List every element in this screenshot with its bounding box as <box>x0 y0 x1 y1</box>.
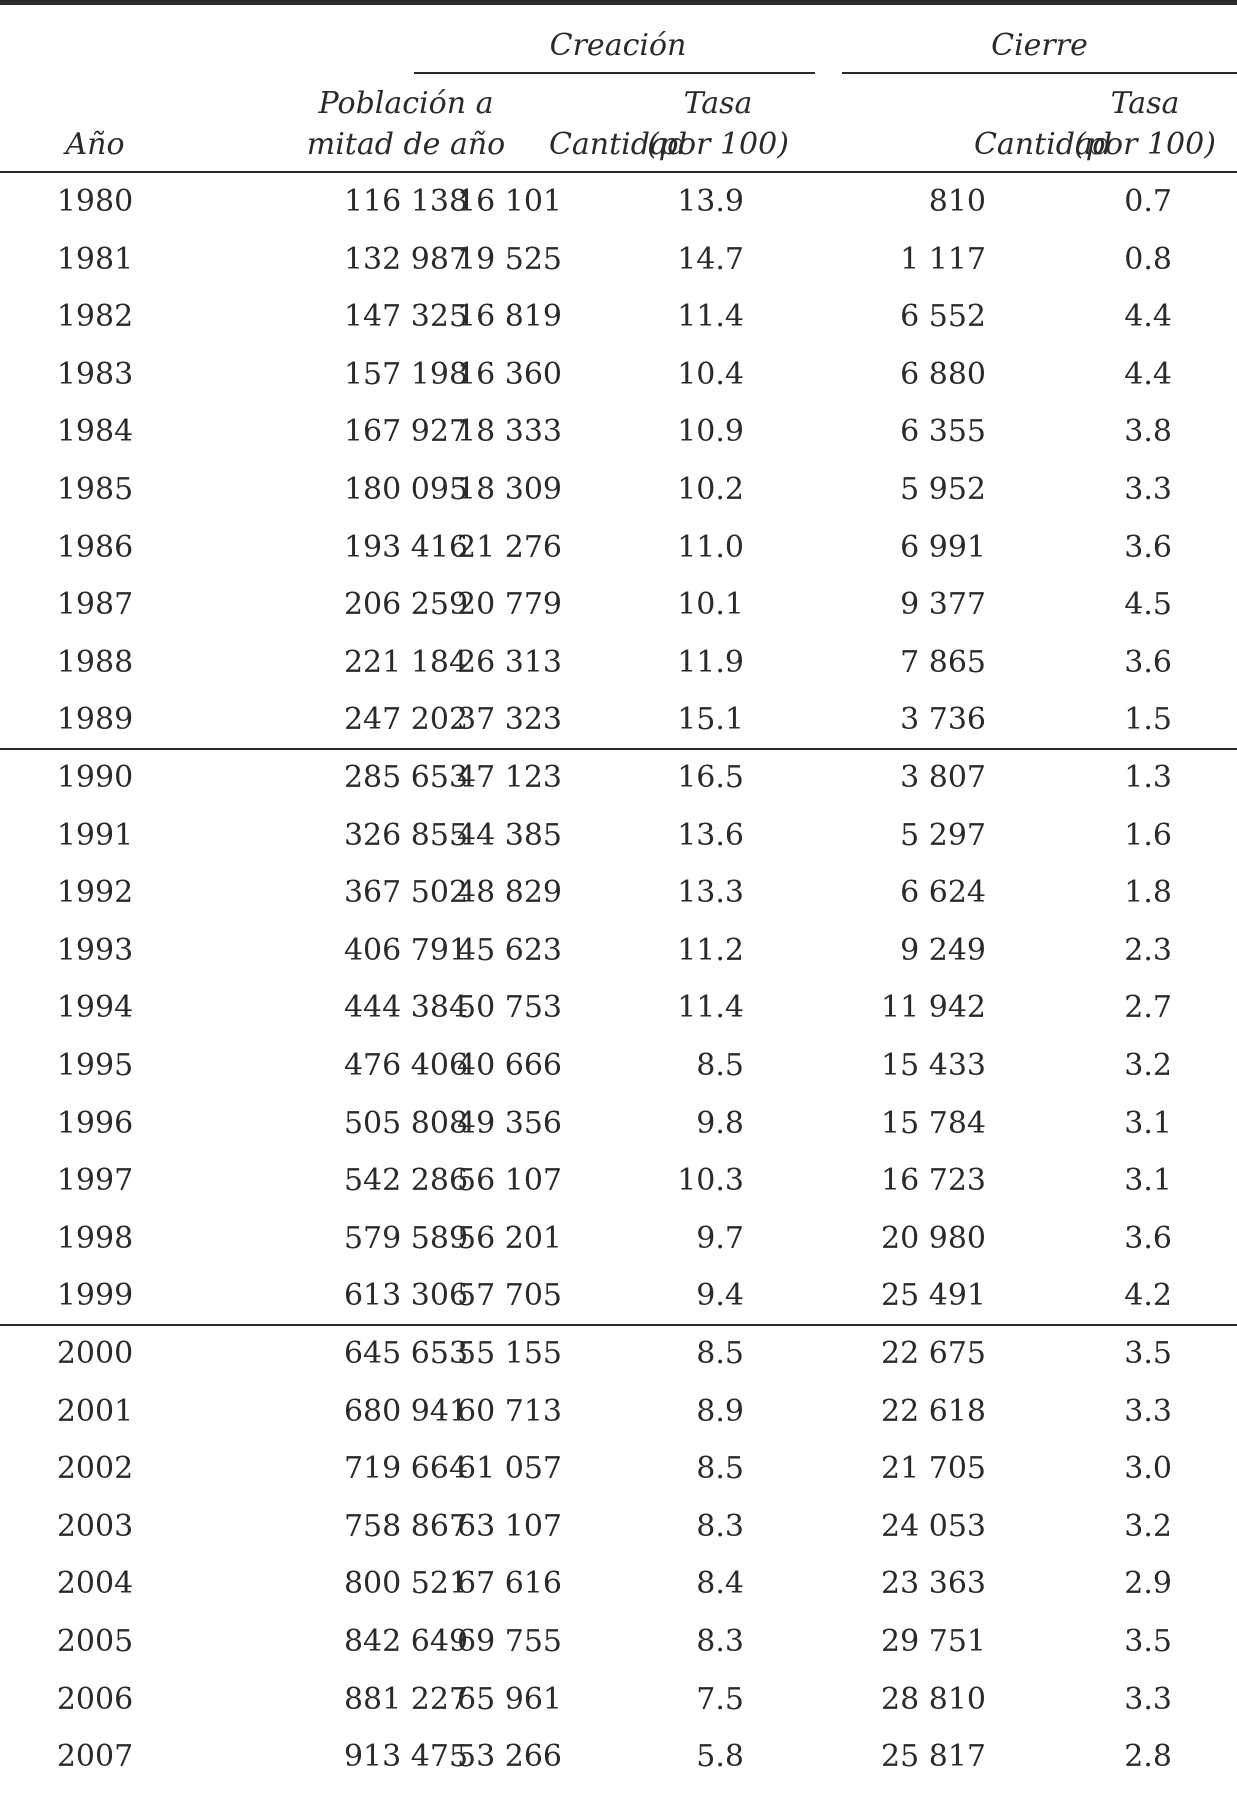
cell-cierre-cantidad: 6 552 <box>900 299 986 335</box>
column-header-population-line2: mitad de año <box>306 127 506 162</box>
cell-population: 444 384 <box>343 990 469 1026</box>
cell-population: 719 664 <box>343 1451 469 1487</box>
group-header-cierre: Cierre <box>991 28 1088 63</box>
column-header-year: Año <box>65 127 125 162</box>
cell-cierre-cantidad: 21 705 <box>881 1451 986 1487</box>
cell-population: 842 649 <box>343 1624 469 1659</box>
cell-year: 1987 <box>56 587 134 623</box>
cell-cierre-cantidad: 9 377 <box>900 587 986 623</box>
cell-creacion-cantidad: 16 819 <box>457 299 562 335</box>
cell-creacion-cantidad: 49 356 <box>457 1105 562 1141</box>
cell-year: 1998 <box>56 1220 134 1256</box>
cell-year: 1984 <box>56 414 134 450</box>
cell-cierre-tasa: 1.6 <box>1124 817 1172 853</box>
cell-cierre-tasa: 1.3 <box>1124 760 1172 795</box>
cell-cierre-cantidad: 20 980 <box>881 1220 986 1256</box>
cell-cierre-cantidad: 28 810 <box>881 1681 986 1717</box>
cell-cierre-cantidad: 6 355 <box>900 414 986 450</box>
cell-cierre-cantidad: 3 736 <box>900 702 986 738</box>
cell-year: 1997 <box>56 1163 134 1199</box>
column-header-population-line1: Población a <box>318 86 494 121</box>
cell-population: 613 306 <box>343 1278 469 1314</box>
cell-cierre-cantidad: 810 <box>928 184 986 219</box>
cell-creacion-cantidad: 16 101 <box>457 184 562 219</box>
cell-cierre-tasa: 2.8 <box>1124 1739 1172 1775</box>
cell-cierre-cantidad: 5 952 <box>900 472 986 507</box>
cell-cierre-cantidad: 24 053 <box>881 1508 986 1544</box>
cell-population: 406 791 <box>343 932 469 968</box>
cell-creacion-tasa: 16.5 <box>677 760 744 795</box>
cell-creacion-tasa: 10.3 <box>677 1163 744 1199</box>
cell-creacion-cantidad: 47 123 <box>457 760 562 795</box>
cell-year: 1989 <box>56 702 134 738</box>
cell-population: 680 941 <box>343 1393 469 1429</box>
cell-creacion-cantidad: 19 525 <box>457 241 562 277</box>
cell-population: 579 589 <box>343 1220 469 1256</box>
cell-cierre-tasa: 3.1 <box>1124 1163 1172 1199</box>
cell-cierre-cantidad: 7 865 <box>900 644 986 680</box>
cell-creacion-tasa: 8.3 <box>696 1624 744 1659</box>
cell-creacion-tasa: 7.5 <box>696 1681 744 1717</box>
cell-creacion-cantidad: 16 360 <box>457 356 562 392</box>
cell-creacion-tasa: 8.5 <box>696 1048 744 1083</box>
cell-creacion-cantidad: 48 829 <box>457 875 562 911</box>
cell-population: 221 184 <box>343 644 469 680</box>
cell-population: 285 653 <box>343 760 469 795</box>
cell-population: 800 521 <box>343 1566 469 1602</box>
cell-creacion-tasa: 11.4 <box>677 299 744 335</box>
cell-cierre-tasa: 4.4 <box>1124 356 1172 392</box>
cell-creacion-cantidad: 67 616 <box>457 1566 562 1602</box>
cell-population: 157 198 <box>343 356 469 392</box>
cell-creacion-tasa: 8.5 <box>696 1336 744 1371</box>
cell-creacion-tasa: 8.9 <box>696 1393 744 1429</box>
cell-creacion-cantidad: 61 057 <box>457 1451 562 1487</box>
creacion-group-rule <box>414 72 815 74</box>
cell-cierre-tasa: 3.5 <box>1124 1336 1172 1371</box>
column-header-creacion-tasa-line2: (por 100) <box>647 127 789 162</box>
group-header-creacion: Creación <box>549 28 687 63</box>
cell-cierre-tasa: 3.8 <box>1124 414 1172 450</box>
cell-creacion-tasa: 11.4 <box>677 990 744 1026</box>
cell-year: 1982 <box>56 299 134 335</box>
cell-population: 758 867 <box>343 1508 469 1544</box>
cell-creacion-tasa: 10.9 <box>677 414 744 450</box>
cell-creacion-tasa: 14.7 <box>677 241 744 277</box>
cierre-group-rule <box>842 72 1237 74</box>
cell-population: 476 406 <box>343 1048 469 1083</box>
cell-population: 193 416 <box>343 529 469 565</box>
cell-creacion-cantidad: 40 666 <box>457 1048 562 1083</box>
column-header-cierre-cantidad: Cantidad <box>973 127 1113 162</box>
cell-creacion-cantidad: 69 755 <box>457 1624 562 1659</box>
cell-year: 2004 <box>56 1566 134 1602</box>
cell-creacion-tasa: 9.4 <box>696 1278 744 1314</box>
cell-year: 2005 <box>56 1624 134 1659</box>
cell-year: 1992 <box>56 875 134 911</box>
cell-cierre-tasa: 3.3 <box>1124 472 1172 507</box>
cell-creacion-cantidad: 53 266 <box>457 1739 562 1775</box>
cell-creacion-tasa: 9.7 <box>696 1220 744 1256</box>
cell-creacion-tasa: 8.4 <box>696 1566 744 1602</box>
cell-population: 881 227 <box>343 1681 469 1717</box>
cell-creacion-cantidad: 20 779 <box>457 587 562 623</box>
cell-cierre-cantidad: 25 817 <box>881 1739 986 1775</box>
cell-cierre-cantidad: 6 991 <box>900 529 986 565</box>
cell-creacion-tasa: 11.2 <box>677 932 744 968</box>
cell-year: 2007 <box>56 1739 134 1775</box>
cell-creacion-cantidad: 37 323 <box>457 702 562 738</box>
cell-population: 206 259 <box>343 587 469 623</box>
cell-year: 1990 <box>56 760 134 795</box>
cell-year: 2001 <box>56 1393 134 1429</box>
cell-creacion-cantidad: 56 107 <box>457 1163 562 1199</box>
cell-cierre-tasa: 3.6 <box>1124 529 1172 565</box>
column-header-cierre-tasa-line2: (por 100) <box>1074 127 1216 162</box>
cell-cierre-tasa: 3.3 <box>1124 1681 1172 1717</box>
cell-creacion-cantidad: 44 385 <box>457 817 562 853</box>
cell-population: 326 855 <box>343 817 469 853</box>
cell-creacion-cantidad: 21 276 <box>457 529 562 565</box>
cell-creacion-cantidad: 60 713 <box>457 1393 562 1429</box>
cell-cierre-tasa: 4.5 <box>1124 587 1172 623</box>
cell-creacion-cantidad: 55 155 <box>457 1336 562 1371</box>
cell-creacion-tasa: 10.1 <box>677 587 744 623</box>
cell-year: 2000 <box>56 1336 134 1371</box>
cell-creacion-cantidad: 45 623 <box>457 932 562 968</box>
cell-cierre-cantidad: 29 751 <box>881 1624 986 1659</box>
cell-year: 2002 <box>56 1451 134 1487</box>
cell-year: 1986 <box>56 529 134 565</box>
cell-creacion-tasa: 13.6 <box>677 817 744 853</box>
cell-cierre-tasa: 3.1 <box>1124 1105 1172 1141</box>
cell-cierre-cantidad: 22 675 <box>881 1336 986 1371</box>
cell-creacion-tasa: 8.3 <box>696 1508 744 1544</box>
cell-creacion-tasa: 13.3 <box>677 875 744 911</box>
cell-population: 167 927 <box>343 414 469 450</box>
cell-cierre-tasa: 2.3 <box>1124 932 1172 968</box>
top-rule <box>0 0 1237 5</box>
cell-population: 505 808 <box>343 1105 469 1141</box>
cell-cierre-tasa: 2.7 <box>1124 990 1172 1026</box>
cell-creacion-tasa: 11.9 <box>677 644 744 680</box>
cell-creacion-tasa: 13.9 <box>677 184 744 219</box>
cell-cierre-cantidad: 3 807 <box>900 760 986 795</box>
cell-year: 1985 <box>56 472 134 507</box>
cell-creacion-cantidad: 56 201 <box>457 1220 562 1256</box>
cell-cierre-cantidad: 11 942 <box>881 990 986 1026</box>
cell-creacion-tasa: 8.5 <box>696 1451 744 1487</box>
section-divider-rule <box>0 1324 1237 1326</box>
column-header-creacion-cantidad: Cantidad <box>548 127 688 162</box>
cell-creacion-tasa: 11.0 <box>677 529 744 565</box>
cell-cierre-tasa: 4.4 <box>1124 299 1172 335</box>
section-divider-rule <box>0 748 1237 750</box>
header-rule <box>0 171 1237 173</box>
cell-year: 1988 <box>56 644 134 680</box>
cell-population: 645 653 <box>343 1336 469 1371</box>
cell-cierre-tasa: 3.2 <box>1124 1048 1172 1083</box>
cell-year: 1983 <box>56 356 134 392</box>
cell-population: 367 502 <box>343 875 469 911</box>
cell-creacion-tasa: 15.1 <box>677 702 744 738</box>
cell-creacion-tasa: 10.4 <box>677 356 744 392</box>
cell-population: 542 286 <box>343 1163 469 1199</box>
column-header-cierre-tasa-line1: Tasa <box>1110 86 1180 121</box>
cell-year: 1991 <box>56 817 134 853</box>
cell-year: 1999 <box>56 1278 134 1314</box>
cell-cierre-cantidad: 6 624 <box>900 875 986 911</box>
cell-cierre-tasa: 3.2 <box>1124 1508 1172 1544</box>
cell-population: 132 987 <box>343 241 469 277</box>
cell-cierre-cantidad: 25 491 <box>881 1278 986 1314</box>
cell-creacion-cantidad: 63 107 <box>457 1508 562 1544</box>
cell-creacion-cantidad: 50 753 <box>457 990 562 1026</box>
cell-population: 913 475 <box>343 1739 469 1775</box>
cell-cierre-cantidad: 15 784 <box>881 1105 986 1141</box>
cell-cierre-cantidad: 16 723 <box>881 1163 986 1199</box>
cell-creacion-cantidad: 18 333 <box>457 414 562 450</box>
cell-cierre-tasa: 3.6 <box>1124 1220 1172 1256</box>
cell-creacion-tasa: 10.2 <box>677 472 744 507</box>
cell-cierre-tasa: 1.5 <box>1124 702 1172 738</box>
cell-cierre-tasa: 0.7 <box>1124 184 1172 219</box>
cell-creacion-tasa: 5.8 <box>696 1739 744 1775</box>
cell-cierre-cantidad: 1 117 <box>900 241 986 277</box>
column-header-creacion-tasa-line1: Tasa <box>683 86 753 121</box>
cell-creacion-cantidad: 26 313 <box>457 644 562 680</box>
cell-year: 1996 <box>56 1105 134 1141</box>
cell-cierre-tasa: 1.8 <box>1124 875 1172 911</box>
cell-cierre-tasa: 3.0 <box>1124 1451 1172 1487</box>
cell-creacion-cantidad: 18 309 <box>457 472 562 507</box>
cell-year: 1981 <box>56 241 134 277</box>
cell-year: 1994 <box>56 990 134 1026</box>
cell-cierre-cantidad: 15 433 <box>881 1048 986 1083</box>
cell-cierre-cantidad: 6 880 <box>900 356 986 392</box>
cell-creacion-tasa: 9.8 <box>696 1105 744 1141</box>
cell-year: 1980 <box>56 184 134 219</box>
cell-cierre-tasa: 0.8 <box>1124 241 1172 277</box>
cell-cierre-cantidad: 23 363 <box>881 1566 986 1602</box>
cell-population: 147 325 <box>343 299 469 335</box>
cell-population: 180 095 <box>343 472 469 507</box>
cell-cierre-tasa: 3.5 <box>1124 1624 1172 1659</box>
cell-population: 116 138 <box>343 184 469 219</box>
cell-year: 2006 <box>56 1681 134 1717</box>
cell-cierre-cantidad: 5 297 <box>900 817 986 853</box>
cell-cierre-tasa: 2.9 <box>1124 1566 1172 1602</box>
cell-year: 2003 <box>56 1508 134 1544</box>
cell-cierre-cantidad: 22 618 <box>881 1393 986 1429</box>
cell-year: 1993 <box>56 932 134 968</box>
cell-cierre-tasa: 3.3 <box>1124 1393 1172 1429</box>
cell-cierre-tasa: 4.2 <box>1124 1278 1172 1314</box>
cell-cierre-cantidad: 9 249 <box>900 932 986 968</box>
cell-population: 247 202 <box>343 702 469 738</box>
cell-creacion-cantidad: 57 705 <box>457 1278 562 1314</box>
cell-cierre-tasa: 3.6 <box>1124 644 1172 680</box>
cell-creacion-cantidad: 65 961 <box>457 1681 562 1717</box>
cell-year: 1995 <box>56 1048 134 1083</box>
